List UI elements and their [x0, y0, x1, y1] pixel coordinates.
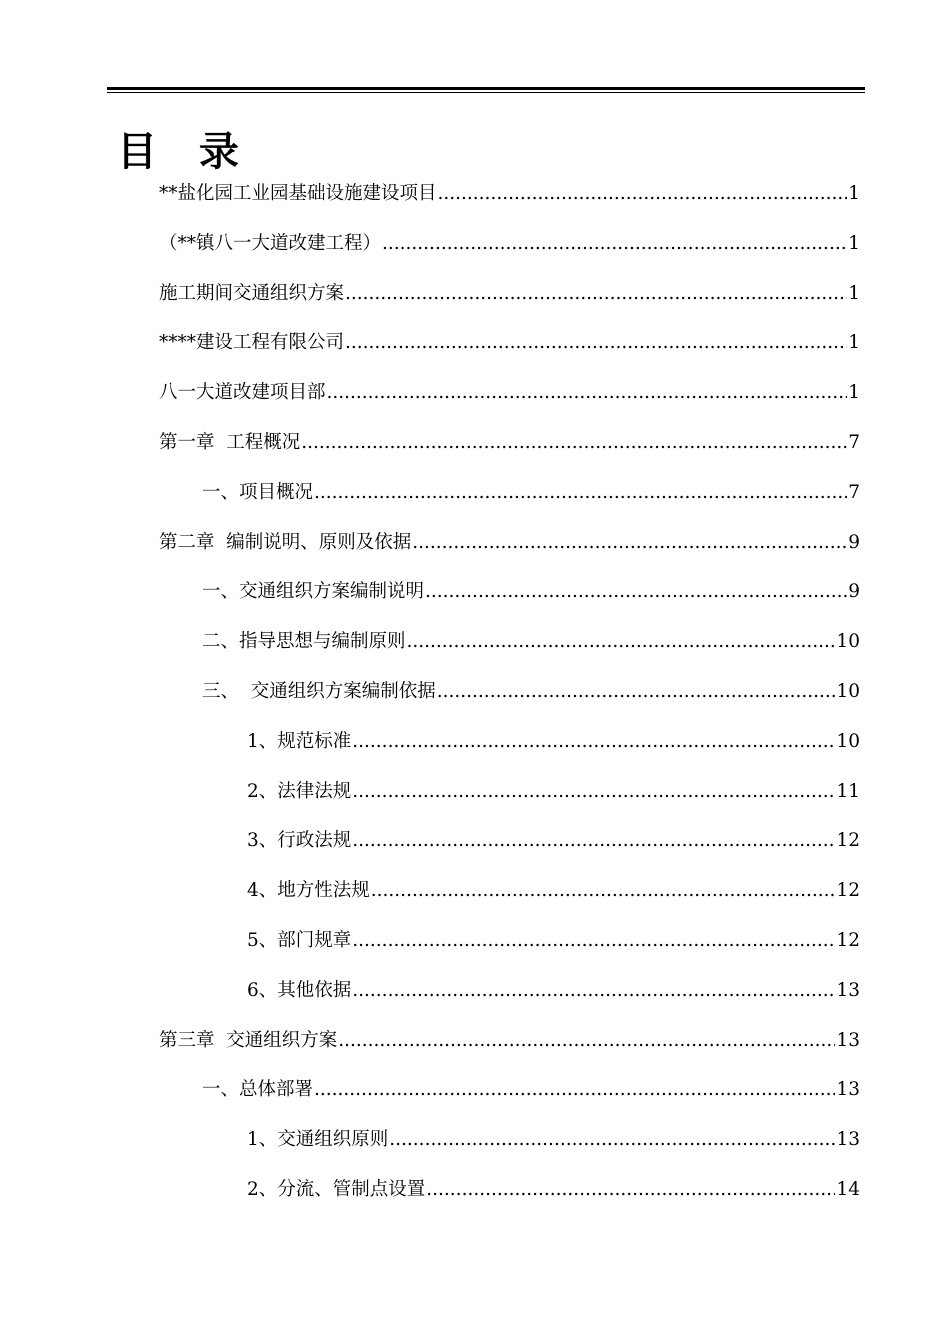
toc-dot-leader [345, 282, 847, 306]
toc-dot-leader [352, 929, 835, 953]
toc-dot-leader [425, 580, 847, 604]
toc-entry-page-number: 7 [848, 482, 860, 503]
toc-dot-leader [371, 879, 836, 903]
toc-entry[interactable] [202, 1072, 860, 1102]
toc-entry-page-number: 12 [836, 880, 860, 901]
toc-entry-label: 4、地方性法规 [247, 880, 370, 901]
toc-entry[interactable] [159, 276, 860, 306]
toc-dot-leader [352, 780, 835, 804]
toc-entry[interactable] [247, 724, 860, 754]
toc-entry-page-number: 1 [848, 382, 860, 403]
toc-entry[interactable] [247, 1172, 860, 1202]
toc-entry-page-number: 11 [836, 781, 860, 802]
toc-dot-leader [412, 531, 847, 555]
toc-entry-label: 2、法律法规 [247, 781, 352, 802]
toc-entry[interactable] [159, 226, 860, 256]
toc-entry-label: 第三章 交通组织方案 [159, 1030, 338, 1051]
toc-entry-page-number: 13 [836, 1129, 860, 1150]
toc-entry[interactable] [202, 475, 860, 505]
toc-dot-leader [345, 331, 847, 355]
toc-entry[interactable] [159, 176, 860, 206]
toc-entry[interactable] [247, 1122, 860, 1152]
toc-entry[interactable] [247, 923, 860, 953]
header-rule-thick [107, 87, 865, 90]
toc-dot-leader [437, 680, 836, 704]
toc-entry-page-number: 13 [836, 1030, 860, 1051]
toc-entry-label: 施工期间交通组织方案 [159, 283, 345, 304]
toc-dot-leader [426, 1178, 835, 1202]
toc-entry-label: 3、行政法规 [247, 830, 352, 851]
toc-entry-page-number: 10 [836, 731, 860, 752]
toc-entry[interactable] [247, 973, 860, 1003]
toc-entry-label: 第一章 工程概况 [159, 432, 301, 453]
toc-entry[interactable] [159, 375, 860, 405]
toc-entry[interactable] [247, 774, 860, 804]
toc-dot-leader [352, 979, 835, 1003]
toc-entry-label: 三、 交通组织方案编制依据 [202, 681, 436, 702]
toc-dot-leader [314, 481, 847, 505]
toc-entry-page-number: 10 [836, 631, 860, 652]
toc-dot-leader [338, 1029, 835, 1053]
toc-entry[interactable] [159, 525, 860, 555]
toc-dot-leader [352, 829, 835, 853]
toc-entry[interactable] [159, 425, 860, 455]
toc-entry-page-number: 1 [848, 332, 860, 353]
toc-entry-label: （**镇八一大道改建工程） [159, 233, 382, 254]
toc-dot-leader [327, 381, 848, 405]
toc-entry-label: 一、总体部署 [202, 1079, 314, 1100]
toc-entry-page-number: 9 [848, 532, 860, 553]
toc-entry[interactable] [159, 1023, 860, 1053]
toc-entry-page-number: 7 [848, 432, 860, 453]
toc-dot-leader [352, 730, 835, 754]
toc-entry-page-number: 12 [836, 930, 860, 951]
toc-entry-label: 5、部门规章 [247, 930, 352, 951]
toc-dot-leader [314, 1078, 835, 1102]
toc-dot-leader [382, 232, 847, 256]
toc-entry[interactable] [202, 674, 860, 704]
toc-entry-label: 6、其他依据 [247, 980, 352, 1001]
toc-dot-leader [407, 630, 836, 654]
toc-entry-label: **盐化园工业园基础设施建设项目 [159, 183, 437, 204]
toc-entry[interactable] [247, 873, 860, 903]
toc-dot-leader [389, 1128, 835, 1152]
toc-entry-page-number: 12 [836, 830, 860, 851]
toc-entry-label: 二、指导思想与编制原则 [202, 631, 406, 652]
toc-entry-label: ****建设工程有限公司 [159, 332, 345, 353]
toc-entry-page-number: 1 [848, 233, 860, 254]
header-rule-thin [107, 92, 865, 93]
toc-entry-page-number: 9 [848, 581, 860, 602]
toc-entry-label: 八一大道改建项目部 [159, 382, 326, 403]
toc-entry-page-number: 13 [836, 1079, 860, 1100]
page-title: 目 录 [117, 128, 253, 175]
toc-dot-leader [438, 182, 848, 206]
toc-entry-page-number: 10 [836, 681, 860, 702]
toc-entry-label: 1、规范标准 [247, 731, 352, 752]
toc-entry-page-number: 14 [836, 1179, 860, 1200]
toc-entry-label: 2、分流、管制点设置 [247, 1179, 426, 1200]
toc-entry[interactable] [247, 823, 860, 853]
toc-entry-label: 1、交通组织原则 [247, 1129, 389, 1150]
toc-entry-page-number: 1 [848, 283, 860, 304]
toc-entry[interactable] [159, 325, 860, 355]
toc-entry-label: 一、交通组织方案编制说明 [202, 581, 425, 602]
toc-entry[interactable] [202, 574, 860, 604]
toc-entry[interactable] [202, 624, 860, 654]
toc-entry-page-number: 13 [836, 980, 860, 1001]
toc-entry-label: 第二章 编制说明、原则及依据 [159, 532, 412, 553]
toc-dot-leader [301, 431, 847, 455]
toc-entry-page-number: 1 [848, 183, 860, 204]
toc-entry-label: 一、项目概况 [202, 482, 314, 503]
